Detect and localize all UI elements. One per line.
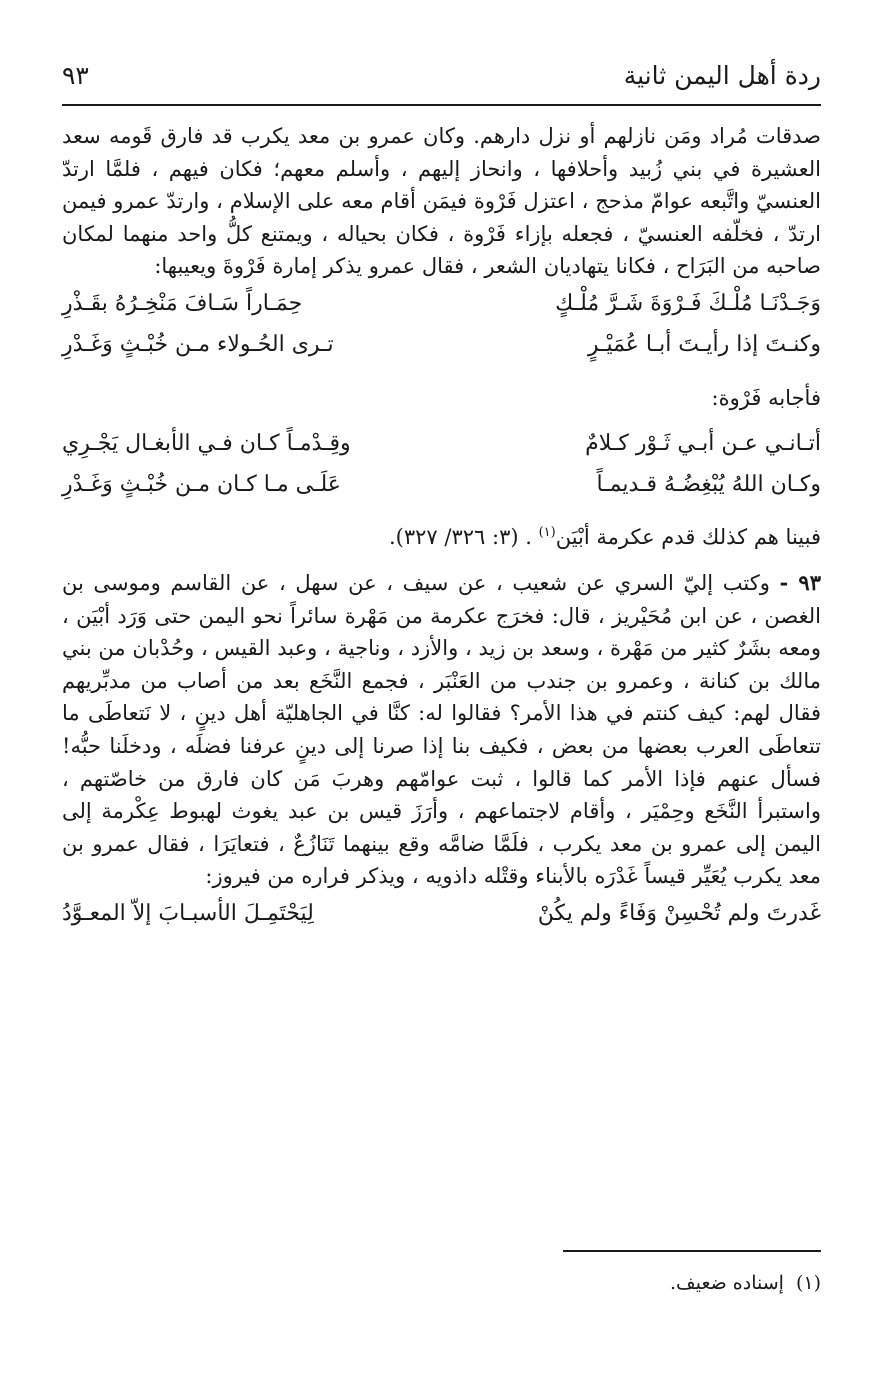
text-line: العَنْبَر ، فجمع النَّخَع بعد من أصاب من مدبِّريهم فقال لهم: كيف كنتم في هذا [62, 668, 821, 726]
verse-second-hemistich: لِيَحْتَمِـلَ الأسبـابَ إلاّ المعـوَّدُ [62, 900, 314, 926]
verse-line [62, 464, 821, 505]
verse-first-hemistich: وكنـتَ إذا رأيـتَ أبـا عُمَيْـرٍ [587, 331, 821, 357]
text-line: من بعض ، فكيف بنا إذا صرنا إلى دينٍ عرفنا فضلَه ، ودخلَنا حبُّه! فسأل عنهم [62, 733, 821, 791]
page-header [62, 52, 821, 98]
closing-text: فبينا هم كذلك قدم عكرمة أبْيَن [555, 524, 821, 549]
verse-second-hemistich: عَلَـى مـا كـان مـن خُبْـثٍ وَغَـدْرِ [62, 471, 341, 497]
narration-paragraph [62, 567, 821, 893]
text-line: اليمن حتى وَرَد أبْيَن ، ومعه بشَرٌ كثير من مَهْرة ، وسعد بن زيد ، والأزد ، [62, 603, 821, 661]
verse-line [62, 324, 821, 365]
page-body [62, 120, 821, 934]
verse-line [62, 283, 821, 324]
verse-first-hemistich: أتـانـي عـن أبـي ثَـوْر كـلامٌ [585, 430, 821, 456]
verse-first-hemistich: وكـان اللهُ يُبْغِضُـهُ قـديمـاً [596, 471, 821, 497]
text-line: فيروز: [205, 864, 261, 889]
poem-amr [62, 283, 821, 365]
closing-line [62, 505, 821, 557]
text-line: الأمر؟ فقالوا له: كنَّا في الجاهليّة أهل دينٍ ، لا نَتعاطَى ما تتعاطَى العرب بعضها [62, 701, 821, 758]
text-line: النَّخَع وحِمْيَر ، وأقام لاجتماعهم ، وأرَزَ قيس بن عبد يغوث لهبوط عِكْرمة إلى [62, 799, 748, 824]
intro-paragraph [62, 120, 821, 283]
verse-line [62, 423, 821, 464]
footnote-text: إسناده ضعيف. [670, 1272, 784, 1294]
verse-second-hemistich: تـرى الحُـولاء مـن خُبْـثٍ وَغَـدْرِ [62, 331, 334, 357]
text-line: سعد العشيرة في بني زُبيد وأحلافها ، وانحاز إليهم ، وأسلم معهم؛ فكان فيهم ، [62, 124, 821, 181]
verse-first-hemistich: غَدرتَ ولم تُحْسِنْ وَفَاءً ولم يكُنْ [537, 900, 821, 926]
footnote-divider [563, 1250, 821, 1252]
verse-second-hemistich: حِمَـاراً سَـافَ مَنْخِـرُهُ بقَـذْرِ [62, 290, 303, 316]
page-number: ٩٣ [62, 60, 89, 90]
reply-intro: فأجابه فَرْوة: [711, 385, 821, 410]
running-title: ردة أهل اليمن ثانية [623, 60, 821, 90]
text-line: وكتب إليّ السري عن شعيب ، عن سيف ، عن سهل ، عن القاسم [170, 570, 770, 595]
narration-number: ٩٣ - [779, 569, 821, 595]
text-line: فإذا الأمر كما قالوا ، ثبت عوامّهم وهربَ مَن كان فارق من خاصّتهم ، واستبرأ [62, 766, 821, 824]
text-line: اليمن إلى عمرو بن معد يكرب ، فلَمَّا ضامَّه وقع بينهما تَنَازُعٌ ، فتعايَرَا ، فقال [147, 831, 821, 856]
text-line: ويمتنع كلُّ واحد منهما لمكان صاحبه من البَرَاح ، فكانا يتهاديان الشعر ، فقال [62, 221, 821, 279]
header-divider [62, 104, 821, 106]
text-line: وناجية ، وعبد القيس ، وحُدْبان من بني مالك بن كنانة ، وعمرو بن جندب من [62, 636, 821, 693]
footnote [670, 1272, 821, 1294]
footnote-marker: (١) [795, 1272, 821, 1294]
verse-line [62, 893, 821, 934]
poem-farwa [62, 423, 821, 505]
source-reference: . (٣: ٣٢٦/ ٣٢٧). [388, 524, 532, 549]
footnote-reference: (١) [538, 524, 556, 540]
verse-second-hemistich: وقِـدْمـاً كـان فـي الأبغـال يَجْـرِي [62, 430, 351, 456]
text-line: وموسى بن الغصن ، عن ابن مُحَيْريز ، قال: فخرَج عكرمة من مَهْرة سائراً نحو [62, 570, 821, 628]
text-line: وارتدّ عمرو فيمن ارتدّ ، فخلّفه العنسيّ ، فجعله بإزاء فَرْوة ، فكان بحياله ، [62, 189, 821, 246]
text-line: فلمَّا ارتدّ العنسيّ واتَّبعه عوامّ مذحج ، اعتزل فَرْوة فيمَن أقام معه على الإسلام ، [62, 156, 821, 214]
text-line: عمرو بن معد يكرب يُعَيِّر قيساً غَدْرَه بالأبناء وقتْله داذويه ، ويذكر فراره من [62, 831, 821, 889]
text-line: عمرو يذكر إمارة فَرْوةَ ويعيبها: [154, 254, 416, 279]
verse-first-hemistich: وَجَـدْنَـا مُلْـكَ فَـرْوَةَ شَـرَّ مُلْـكٍ [555, 290, 821, 316]
text-line: صدقات مُراد ومَن نازلهم أو نزل دارهم. وكان عمرو بن معد يكرب قد فارق قَومه [108, 124, 821, 148]
poem-amr-2 [62, 893, 821, 934]
